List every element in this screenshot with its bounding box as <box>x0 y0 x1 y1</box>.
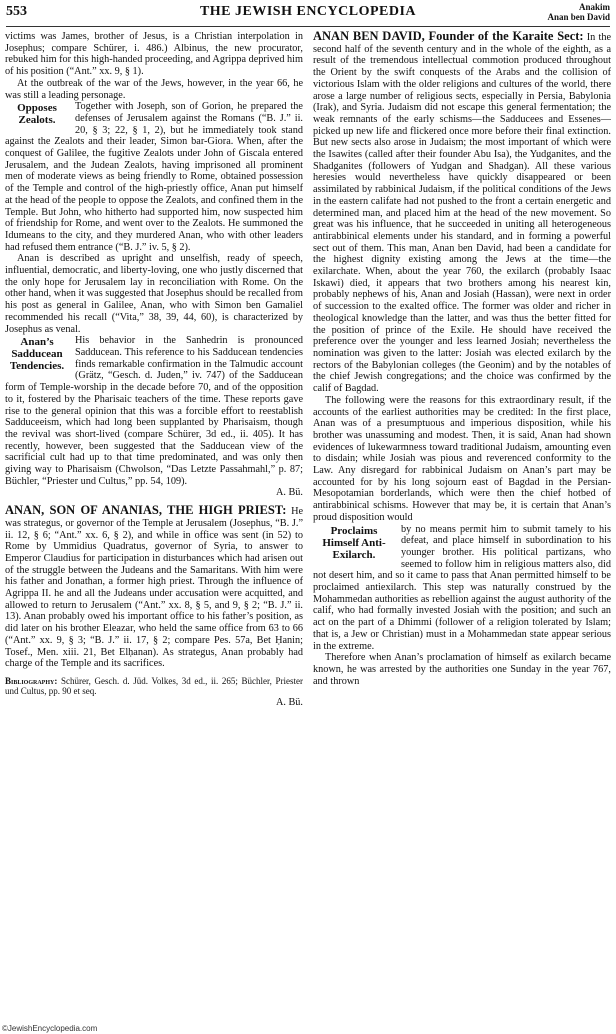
running-head <box>547 2 610 22</box>
paragraph: The following were the reasons for this extraordinary result, if the accounts of the earliest authorities may be credited: In the first place, Anan was of a presumptuous and imperious disposition, while his brother was unassuming and modest. Then, it is said, Anan had shown evidences of lukewarmness toward traditional Judaism, amounting even to disdain; while Josiah was pious and reverenced conformity to the Law. Any disregard for rabbinical Judaism on Anan’s part may be accounted for by his long sojourn east of Bagdad in the Persian-Mesopotamian borderlands, which were then the chief hotbed of antirabbinical schisms. However that may be, it is certain that Anan’s proud disposition would <box>313 394 611 523</box>
bibliography-text: Schürer, Gesch. d. Jüd. Volkes, 3d ed., ii. 265; Büchler, Priester und Cultus, pp. 90 et seq. <box>5 675 303 697</box>
page-header <box>6 2 610 27</box>
left-column <box>5 31 303 1016</box>
running-head-top: Anakim <box>578 2 610 12</box>
author-signature: A. Bü. <box>275 487 303 499</box>
paragraph: At the outbreak of the war of the Jews, however, in the year 66, he was still a leading personage. <box>5 77 303 101</box>
bibliography-label: Bibliography: <box>5 675 58 686</box>
side-heading-opposes-zealots: Opposes Zealots. <box>17 102 57 127</box>
paragraph: His behavior in the Sanhedrin is pronounced Sadducean. This reference to his Sadducean tendencies finds remarkable confirmation in the Talmudic account (Grätz, “Gesch. d. Juden,” iv. 747) of the Sadducean form of Temple-worship in the decade before 70, and of the opposition to it, fostered by the Pharisaic teachers of the time. These reports gave rise to the general opinion that this was a forcible effort to reestablish Sadduceeism, which had long been supplanted by Pharisaism, though the revival was short-lived (compare Schürer, 3d ed., ii. 405). It has recently, however, been suggested that the Sadducean view of the sacrificial cult had up to that time predominated, and was only then giving way to Pharisaism (Chwolson, “Das Letzte Passahmahl,” p. 87; Büchler, “Priester und Cultus,” pp. 54, 109). <box>5 335 303 487</box>
page-number: 553 <box>6 4 27 19</box>
bibliography <box>5 676 303 697</box>
entry-anan-son-of-ananias <box>5 505 303 670</box>
side-heading-anti-exilarch: Proclaims Himself Anti-Exilarch. <box>322 524 386 561</box>
paragraph: victims was James, brother of Jesus, is a Christian interpolation in Josephus; compare Schürer, i. 486.) Albinus, the new procurator, rebuked him for this high-handed proceeding, and Agrippa deprived him of his position (“Ant.” xx. 9, § 1). <box>5 31 303 78</box>
paragraph: Together with Joseph, son of Gorion, he prepared the defenses of Jerusalem against the Romans (“B. J.” ii. 20, § 3; 22, § 1, 2), but he immediately took stand against the Zealots and their leader, Simon bar-Giora. When, after the conquest of Galilee, the fugitive Zealots under John of Giscala entered Jerusalem, and the Judean Zealots, having imprisoned all prominent men of moderate views as being friendly to Rome, obtained possession of the Temple and control of the high-priestly office, Anan put himself at the head of the people to oppose the Zealots, and confined them in the Temple. But John, who hitherto had supported him, now suspected him of friendship for Rome, and went over to the Zealots. He summoned the Idumeans to the city, and they murdered Anan, who with other leaders had refused them entrance (“B. J.” iv. 5, § 2). <box>5 101 303 253</box>
entry-text: He was strategus, or governor of the Temple at Jerusalem (Josephus, “B. J.” ii. 12, § 6; “Ant.” xx. 6, § 2), and while in office was sent (in 52) to Rome by Ummidius Quadratus, governor of Syria, to answer to Emperor Claudius for participation in disturbances which had arisen out of the struggle between the Judeans and the Samaritans. With him were his father and Jonathan, a former high priest. Through the influence of Agrippa II. he and all the Judeans under accusation were acquitted, and allowed to return to Jerusalem (“Ant.” xx. 8, § 5, and 9, § 2; “B. J.” ii. 13). Anan probably owed his important office to his father’s position, as did later on his brother Eleazar, who held the same office from 63 to 66 (“Ant.” xx. 9, § 3; “B. J.” ii. 17, § 2; compare Pes. 57a, Bet Ḥanin; Tosef., Men. xiii. 21, Bet Elḥanan). As strategus, Anan probably had charge of the Temple and its sacrifices. <box>5 506 303 670</box>
entry-anan-ben-david <box>313 31 611 395</box>
entry-title: ANAN BEN DAVID, Founder of the Karaite Sect: <box>313 31 584 43</box>
running-head-bottom: Anan ben David <box>547 12 610 22</box>
author-signature: A. Bü. <box>275 696 303 708</box>
entry-text: In the second half of the seventh century and in the whole of the eighth, as a result of the tremendous intellectual commotion produced throughout the Orient by the swift conquests of the Arabs and the collision of victorious Islam with the older religions and cultures of the world, there arose a large number of religious sects, especially in Persia, Babylonia (Irak), and Syria. Judaism did not escape this general fermentation; the weak remnants of the early schisms—the Sadducees and Essenes—picked up new life and flickered once more before their final extinction. But new sects also arose in Judaism; the most important of which were the Isawites (called after their founder Abu Isa), the Yudganites, and the Shadganites (followers of Yudgan and Shadgan). All these various heresies would nevertheless have quickly disappeared or been assimilated by rabbinical Judaism, if the political conditions of the Jews in the eastern califate had not pushed to the front a certain energetic and determined man, and placed him at the head of the new movement. So great was his influence, that he succeeded in uniting all heterogeneous antirabbinical elements under his standard, and in forming a powerful sect out of them. This man, Anan ben David, had been a candidate for the highest dignity existing among the Jews at the time—the exilarchate. When, about the year 760, the exilarch (probably Isaac Iskawi) died, it appears that two brothers among his nearest kin, probably nephews of his, Anan and Josiah (Hassan), were next in order of succession to the exalted office. The former was older and richer in theological knowledge than the latter, and was thus the better fitted for the position of prince of the Exile. He should have received the preference over the younger and less learned Josiah; nevertheless the nomination was given to the latter: Josiah was elected exilarch by the rectors of the Babylonian colleges (the Geonim) and by the notables of the chief Jewish congregations; and the choice was confirmed by the calif of Bagdad. <box>313 32 611 395</box>
journal-title: THE JEWISH ENCYCLOPEDIA <box>199 4 417 19</box>
entry-title: ANAN, SON OF ANANIAS, THE HIGH PRIEST: <box>5 503 287 518</box>
copyright-footer: ©JewishEncyclopedia.com <box>2 1024 98 1033</box>
side-heading-sadducean-tendencies: Anan’s Sadducean Tendencies. <box>9 336 65 373</box>
paragraph: Therefore when Anan’s proclamation of himself as exilarch became known, he was arrested by the authorities one Sunday in the year 767, and thrown <box>313 652 611 687</box>
right-column <box>313 31 611 1016</box>
paragraph: by no means permit him to submit tamely to his defeat, and place himself in subordination to his younger brother. His political partizans, who seemed to follow him in religious matters also, did not desert him, and so it came to pass that Anan permitted himself to be proclaimed antiexilarch. This step was naturally construed by the Mohammedan authorities as rebellion against the august authority of the calif, who had formally invested Josiah with the position; and such an act on the part of a Dhimmi (follower of a religion tolerated by Islam; that is, a Jew or Christian) must in a Mohammedan state appear serious in the extreme. <box>313 523 611 652</box>
paragraph: Anan is described as upright and unselfish, ready of speech, influential, democratic, and liberty-loving, one who justly discerned that the only hope for Jerusalem lay in reconciliation with Rome. On the other hand, when it was suggested that Josephus should be recalled from his post as general in Galilee, Anan, who with Simon ben Gamaliel recommended his recall (“Vita,” 38, 39, 44, 60), is characterized by Josephus as venal. <box>5 253 303 335</box>
